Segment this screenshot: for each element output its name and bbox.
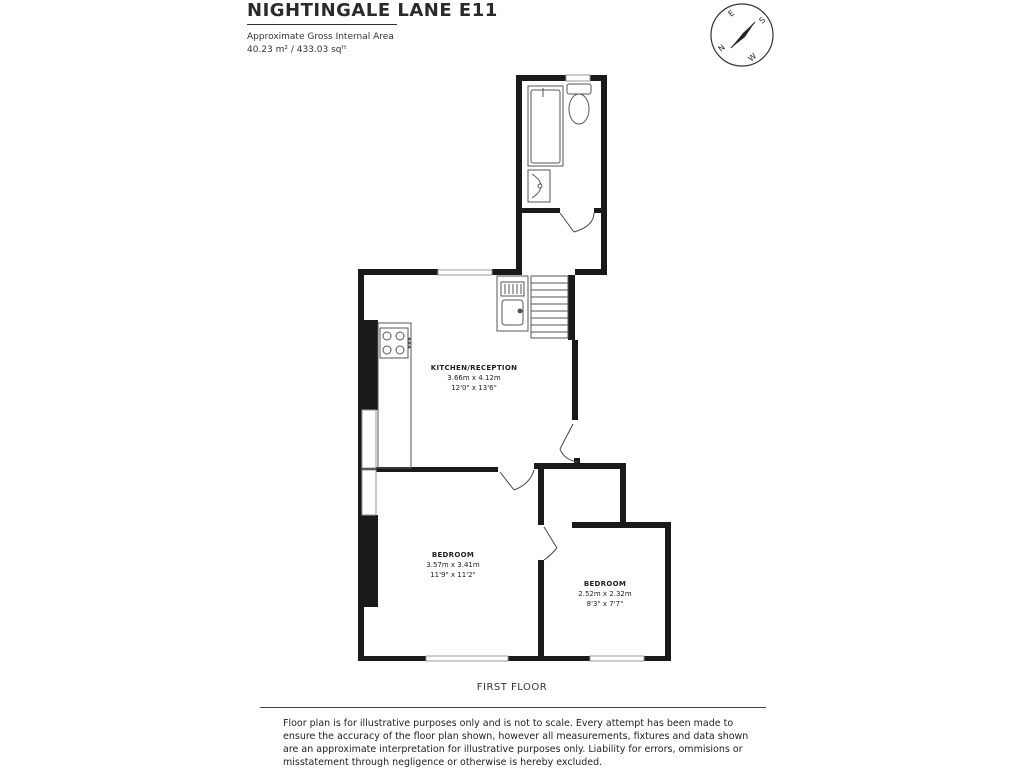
floor-label: FIRST FLOOR [476,682,548,693]
room-name: BEDROOM [431,551,475,559]
room-metric: 3.66m x 4.12m [447,374,501,382]
compass-north: N [716,42,727,54]
compass-south: S [757,15,768,26]
area-label: Approximate Gross Internal Area [247,32,394,42]
room-imperial: 11'9" x 11'2" [430,571,476,579]
toilet [567,84,591,124]
page-title: NIGHTINGALE LANE E11 [247,0,498,21]
hob-icon [380,328,410,358]
room-metric: 3.57m x 3.41m [426,561,480,569]
room-metric: 2.52m x 2.32m [578,590,632,598]
room-name: KITCHEN/RECEPTION [430,364,518,372]
disclaimer-text: Floor plan is for illustrative purposes only and is not to scale. Every attempt has been made to ensure the accuracy of the floor plan shown, however all measurements, fixtures and data shown are an approximate interpretation for illustrative purposes only. Liability for errors, ommisions or misstatement through negligence or otherwise is hereby excluded. [283,718,749,768]
room-label-bedroom-2 [555,579,655,609]
compass-west: W [746,51,759,64]
room-name: BEDROOM [583,580,627,588]
compass-east: E [726,8,737,19]
room-imperial: 8'3" x 7'7" [586,600,624,608]
footer-divider [260,707,766,708]
bathtub [528,86,563,166]
basin [528,170,550,202]
area-value: 40.23 m² / 433.03 sqᶠᵗ [247,45,347,55]
room-label-kitchen [414,363,534,393]
stairs [531,276,568,338]
room-imperial: 12'0" x 13'6" [451,384,497,392]
room-label-bedroom-1 [403,550,503,580]
sink-unit [497,276,528,331]
